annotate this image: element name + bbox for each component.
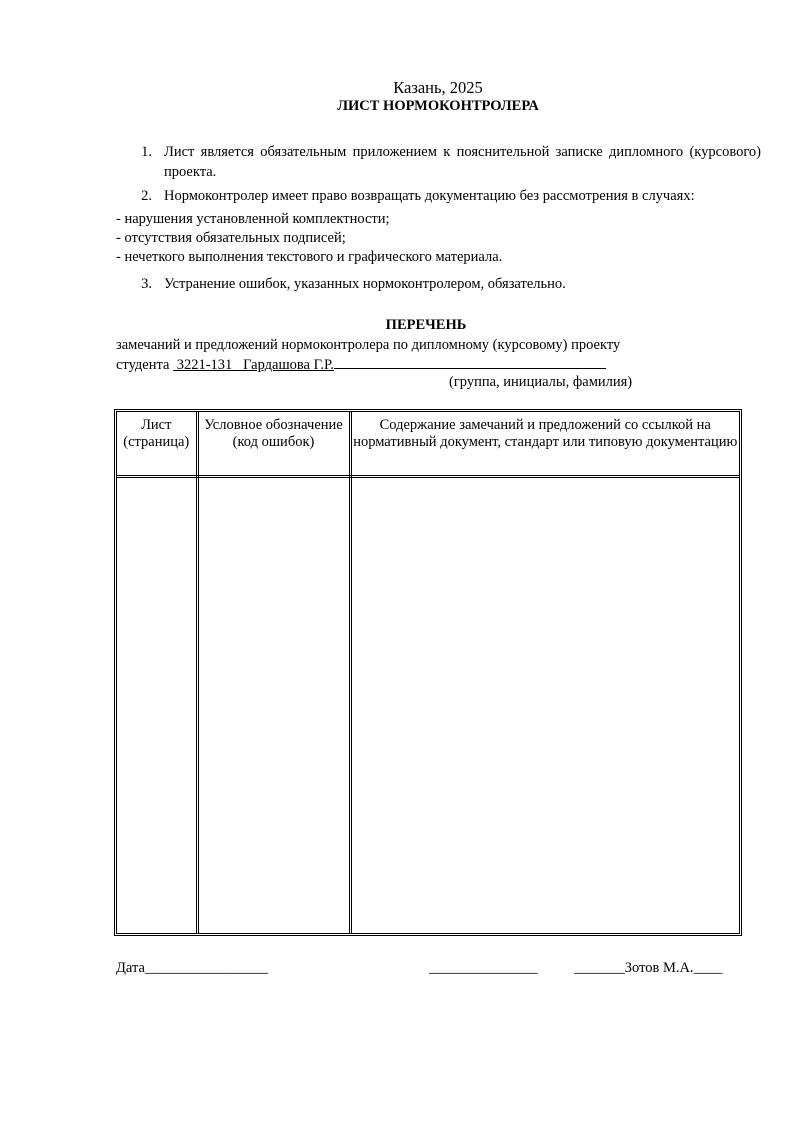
rule-2-text: Нормоконтролер имеет право возвращать документацию без рассмотрения в случаях: (164, 188, 695, 204)
table-header-row (117, 412, 739, 477)
student-label: студента (116, 357, 170, 373)
signature-blank: _______________ (429, 960, 538, 976)
header-code: Условное обозначение (код ошибок) (197, 412, 350, 477)
header-content: Содержание замечаний и предложений со ссылкой на нормативный документ, стандарт или типовую документацию (350, 412, 739, 477)
city-year: Казань, 2025 (393, 78, 483, 97)
cell-sheet (117, 477, 197, 934)
remarks-table (114, 409, 742, 936)
list-subtitle: замечаний и предложений нормоконтролера по дипломному (курсовому) проекту (116, 337, 621, 353)
document-title: ЛИСТ НОРМОКОНТРОЛЕРА (337, 98, 539, 114)
rule-3-number: 3. (141, 276, 152, 292)
rule-2-number: 2. (141, 188, 152, 204)
cell-code (197, 477, 350, 934)
signer-name: _______Зотов М.А.____ (574, 960, 723, 976)
rule-1-number: 1. (141, 144, 152, 160)
student-caption: (группа, инициалы, фамилия) (449, 374, 633, 390)
student-value: 3221-131 Гардашова Г.Р. (173, 357, 334, 373)
rule-1-text: Лист является обязательным приложением к пояснительной записке дипломного (курсового) проекта. (164, 144, 761, 180)
date-field: Дата_________________ (116, 960, 269, 976)
case-item: - отсутствия обязательных подписей; (116, 230, 346, 246)
student-underline (334, 355, 606, 369)
rule-3-text: Устранение ошибок, указанных нормоконтролером, обязательно. (164, 276, 566, 292)
table-row (117, 477, 739, 934)
student-line (116, 355, 606, 374)
case-item: - нечеткого выполнения текстового и графического материала. (116, 249, 503, 265)
list-title: ПЕРЕЧЕНЬ (385, 317, 467, 333)
case-item: - нарушения установленной комплектности; (116, 211, 390, 227)
cell-content (350, 477, 739, 934)
header-sheet: Лист (страница) (117, 412, 197, 477)
